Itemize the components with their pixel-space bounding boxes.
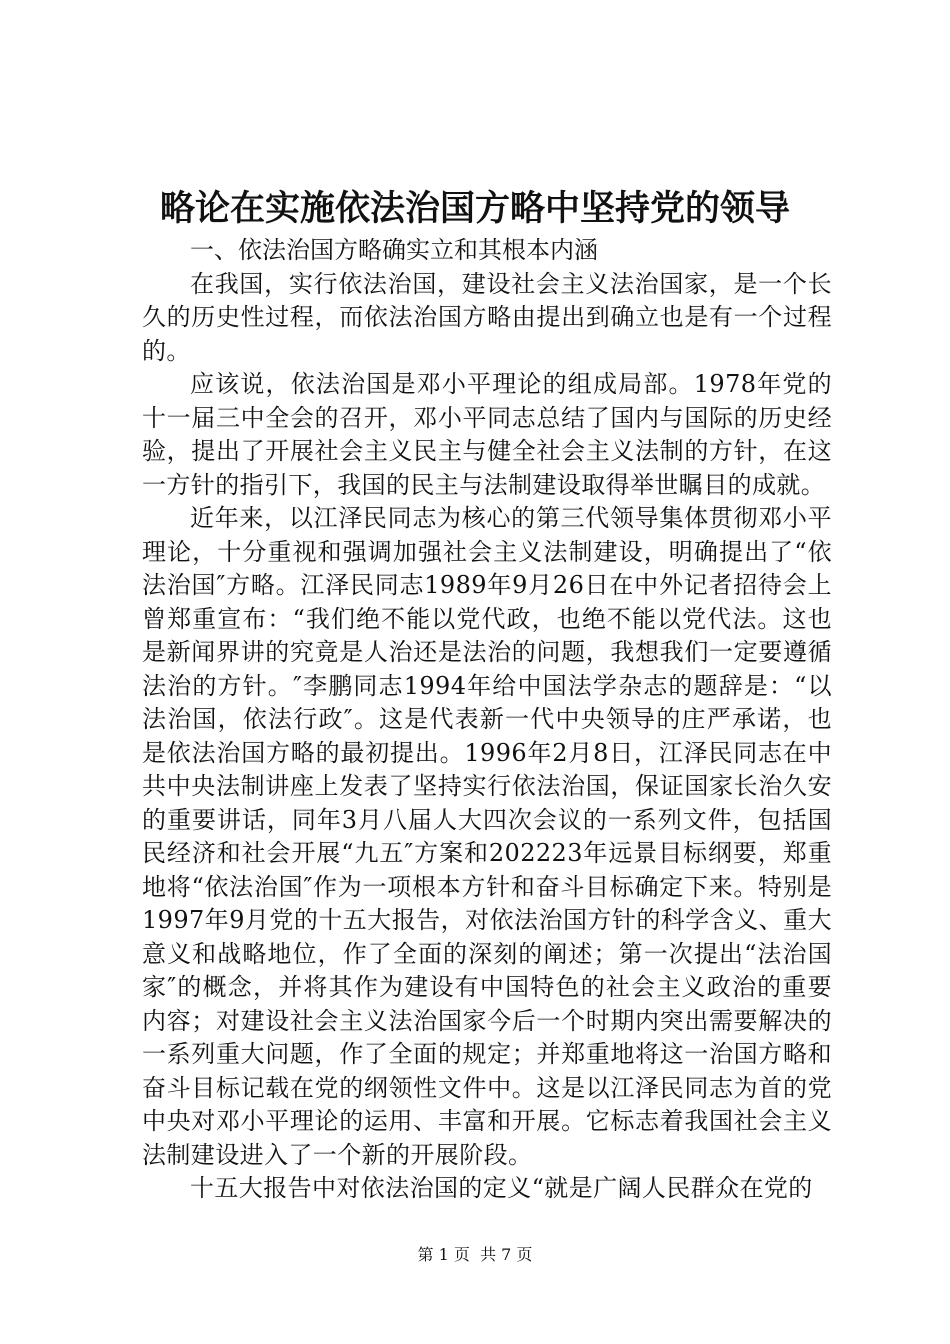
paragraph: 近年来，以江泽民同志为核心的第三代领导集体贯彻邓小平理论，十分重视和强调加强社会主义法制建设，明确提出了“依法治国″方略。江泽民同志1989年9月26日在中外记者招待会上曾郑重宣布：“我们绝不能以党代政，也绝不能以党代法。这也是新闻界讲的究竟是人治还是法治的问题，我想我们一定要遵循法治的方针。″李鹏同志1994年给中国法学杂志的题辞是：“以法治国，依法行政″。这是代表新一代中央领导的庄严承诺，也是依法治国方略的最初提出。1996年2月8日，江泽民同志在中共中央法制讲座上发表了坚持实行依法治国，保证国家长治久安的重要讲话，同年3月八届人大四次会议的一系列文件，包括国民经济和社会开展“九五″方案和202223年远景目标纲要，郑重地将“依法治国″作为一项根本方针和奋斗目标确定下来。特别是1997年9月党的十五大报告，对依法治国方针的科学含义、重大意义和战略地位，作了全面的深刻的阐述；第一次提出“法治国家″的概念，并将其作为建设有中国特色的社会主义政治的重要内容；对建设社会主义法治国家今后一个时期内突出需要解决的一系列重大问题，作了全面的规定；并郑重地将这一治国方略和奋斗目标记载在党的纲领性文件中。这是以江泽民同志为首的党中央对邓小平理论的运用、丰富和开展。它标志着我国社会主义法制建设进入了一个新的开展阶段。 bbox=[142, 504, 832, 1169]
section-heading: 一、依法治国方略确实立和其根本内涵 bbox=[190, 236, 598, 264]
paragraph: 应该说，依法治国是邓小平理论的组成局部。1978年党的十一届三中全会的召开，邓小平同志总结了国内与国际的历史经验，提出了开展社会主义民主与健全社会主义法制的方针，在这一方针的指引下，我国的民主与法制建设取得举世瞩目的成就。 bbox=[142, 370, 832, 499]
paragraph: 十五大报告中对依法治国的定义“就是广阔人民群众在党的 bbox=[190, 1174, 813, 1202]
page-number-footer: 第 1 页 共 7 页 bbox=[417, 1245, 533, 1264]
document-title: 略论在实施依法治国方略中坚持党的领导 bbox=[159, 189, 790, 229]
document-body bbox=[142, 234, 832, 1206]
paragraph: 在我国，实行依法治国，建设社会主义法治国家，是一个长久的历史性过程，而依法治国方略由提出到确立也是有一个过程的。 bbox=[142, 269, 832, 365]
